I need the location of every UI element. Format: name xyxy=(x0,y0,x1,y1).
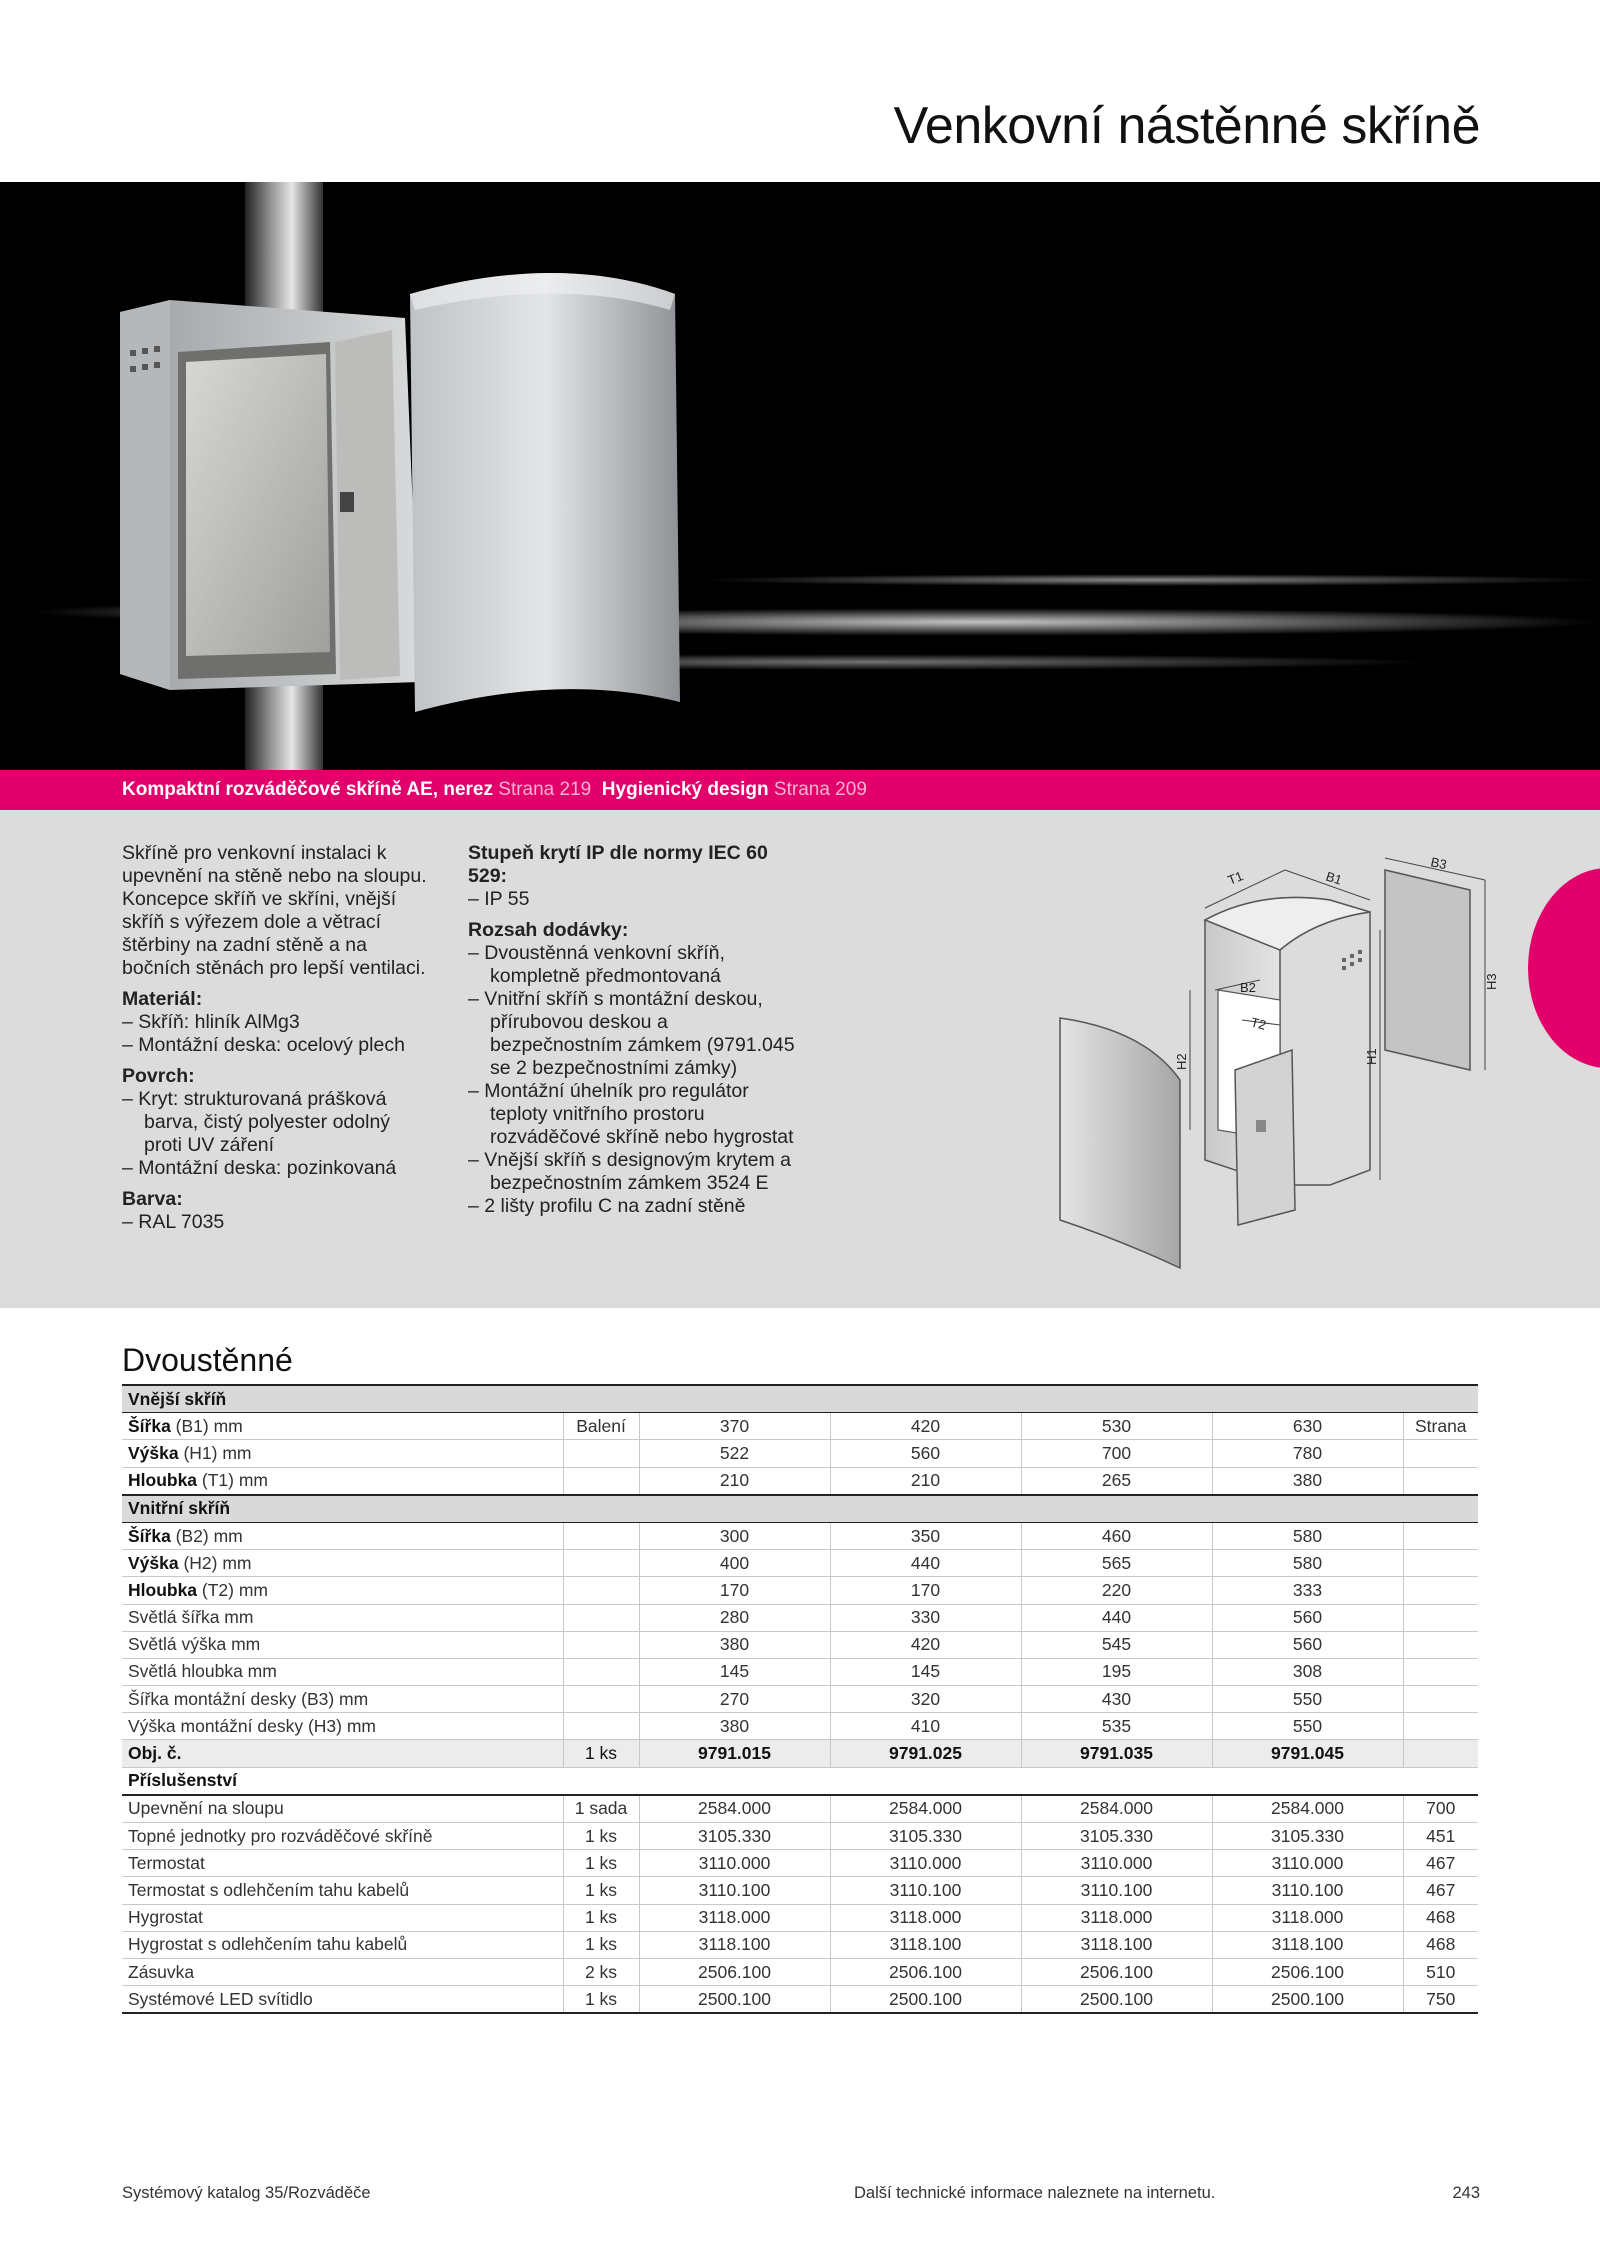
table-row: Šířka montážní desky (B3) mm 270 320 430 550 xyxy=(122,1686,1478,1713)
color-heading: Barva: xyxy=(122,1188,183,1210)
table-group-header: Vnitřní skříň xyxy=(122,1495,1478,1523)
table-row: Hloubka (T1) mm 210 210 265 380 xyxy=(122,1467,1478,1495)
table-row: Výška montážní desky (H3) mm 380 410 535 550 xyxy=(122,1713,1478,1740)
dim-label: B3 xyxy=(1429,854,1449,873)
table-row: Hygrostat 1 ks 3118.000 3118.000 3118.000 3118.000 468 xyxy=(122,1904,1478,1931)
table-row: Světlá šířka mm 280 330 440 560 xyxy=(122,1604,1478,1631)
table-row: Světlá hloubka mm 145 145 195 308 xyxy=(122,1658,1478,1685)
list-item: – Montážní deska: pozinkovaná xyxy=(122,1157,397,1179)
description-column-2 xyxy=(468,842,798,1218)
list-item: – Kryt: strukturovaná prášková barva, čistý polyester odolný proti UV záření xyxy=(122,1088,391,1156)
ref-compact-enclosures-page[interactable]: Strana 219 xyxy=(498,779,592,800)
table-row: Upevnění na sloupu 1 sada 2584.000 2584.000 2584.000 2584.000 700 xyxy=(122,1795,1478,1823)
list-item: – Skříň: hliník AlMg3 xyxy=(122,1011,300,1033)
intro-text: Skříně pro venkovní instalaci k upevnění na stěně nebo na sloupu. Koncepce skříň ve skříni, vnější skříň s výřezem dole a větrací štěrbiny na zadní stěně a na bočních stěnách pro lepší ventilaci. xyxy=(122,842,427,979)
table-row: Šířka (B2) mm 300 350 460 580 xyxy=(122,1522,1478,1549)
ref-hygienic-design[interactable]: Hygienický design xyxy=(601,779,769,800)
spec-table xyxy=(122,1384,1478,2014)
dim-label: T1 xyxy=(1225,868,1246,888)
list-item: – IP 55 xyxy=(468,888,530,910)
order-number-row: Obj. č. 1 ks 9791.015 9791.025 9791.035 9791.045 xyxy=(122,1740,1478,1767)
list-item: – 2 lišty profilu C na zadní stěně xyxy=(468,1195,746,1217)
table-row: Hloubka (T2) mm 170 170 220 333 xyxy=(122,1577,1478,1604)
footer-catalog: Systémový katalog 35/Rozváděče xyxy=(122,2184,371,2202)
list-item: – Vnitřní skříň s montážní deskou, přírubovou deskou a bezpečnostním zámkem (9791.045 se 2 bezpečnostními zámky) xyxy=(468,988,795,1079)
list-item: – Montážní úhelník pro regulátor teploty vnitřního prostoru rozváděčové skříně nebo hygrostat xyxy=(468,1080,794,1148)
table-row: Topné jednotky pro rozváděčové skříně 1 ks 3105.330 3105.330 3105.330 3105.330 451 xyxy=(122,1823,1478,1850)
table-row: Výška (H1) mm 522 560 700 780 xyxy=(122,1440,1478,1467)
ref-hygienic-design-page[interactable]: Strana 209 xyxy=(773,779,867,800)
dim-label: H2 xyxy=(1174,1053,1189,1070)
table-row: Termostat 1 ks 3110.000 3110.000 3110.000 3110.000 467 xyxy=(122,1850,1478,1877)
dim-label: H3 xyxy=(1484,973,1499,990)
ref-compact-enclosures[interactable]: Kompaktní rozváděčové skříně AE, nerez xyxy=(122,779,493,800)
material-heading: Materiál: xyxy=(122,988,203,1010)
technical-drawing xyxy=(1030,840,1570,1285)
hero-image xyxy=(0,182,1600,770)
table-row: Světlá výška mm 380 420 545 560 xyxy=(122,1631,1478,1658)
supply-heading: Rozsah dodávky: xyxy=(468,919,629,941)
dim-label: H1 xyxy=(1364,1048,1379,1065)
dim-label: B2 xyxy=(1240,980,1256,995)
table-row: Systémové LED svítidlo 1 ks 2500.100 2500.100 2500.100 2500.100 750 xyxy=(122,1986,1478,2014)
page-number: 243 xyxy=(1452,2184,1480,2202)
cross-reference-bar xyxy=(0,770,1600,810)
list-item: – Dvoustěnná venkovní skříň, kompletně předmontovaná xyxy=(468,942,725,987)
description-column-1 xyxy=(122,842,432,1234)
footer-info: Další technické informace naleznete na internetu. xyxy=(854,2184,1216,2202)
design-door-shape xyxy=(1060,1018,1180,1268)
table-row: Zásuvka 2 ks 2506.100 2506.100 2506.100 2506.100 510 xyxy=(122,1958,1478,1985)
table-group-header: Příslušenství xyxy=(122,1767,1478,1795)
dim-label: T2 xyxy=(1249,1014,1268,1033)
table-row: Šířka (B1) mm Balení 370 420 530 630 Strana xyxy=(122,1413,1478,1440)
list-item: – Vnější skříň s designovým krytem a bezpečnostním zámkem 3524 E xyxy=(468,1149,791,1194)
surface-heading: Povrch: xyxy=(122,1065,195,1087)
table-row: Termostat s odlehčením tahu kabelů 1 ks 3110.100 3110.100 3110.100 3110.100 467 xyxy=(122,1877,1478,1904)
list-item: – RAL 7035 xyxy=(122,1211,225,1233)
page-title: Venkovní nástěnné skříně xyxy=(893,97,1480,155)
section-title: Dvoustěnné xyxy=(122,1342,293,1378)
table-row: Výška (H2) mm 400 440 565 580 xyxy=(122,1550,1478,1577)
table-row: Hygrostat s odlehčením tahu kabelů 1 ks 3118.100 3118.100 3118.100 3118.100 468 xyxy=(122,1931,1478,1958)
dim-label: B1 xyxy=(1324,868,1344,888)
table-group-header: Vnější skříň xyxy=(122,1385,1478,1413)
list-item: – Montážní deska: ocelový plech xyxy=(122,1034,405,1056)
ip-heading: Stupeň krytí IP dle normy IEC 60 529: xyxy=(468,842,768,887)
